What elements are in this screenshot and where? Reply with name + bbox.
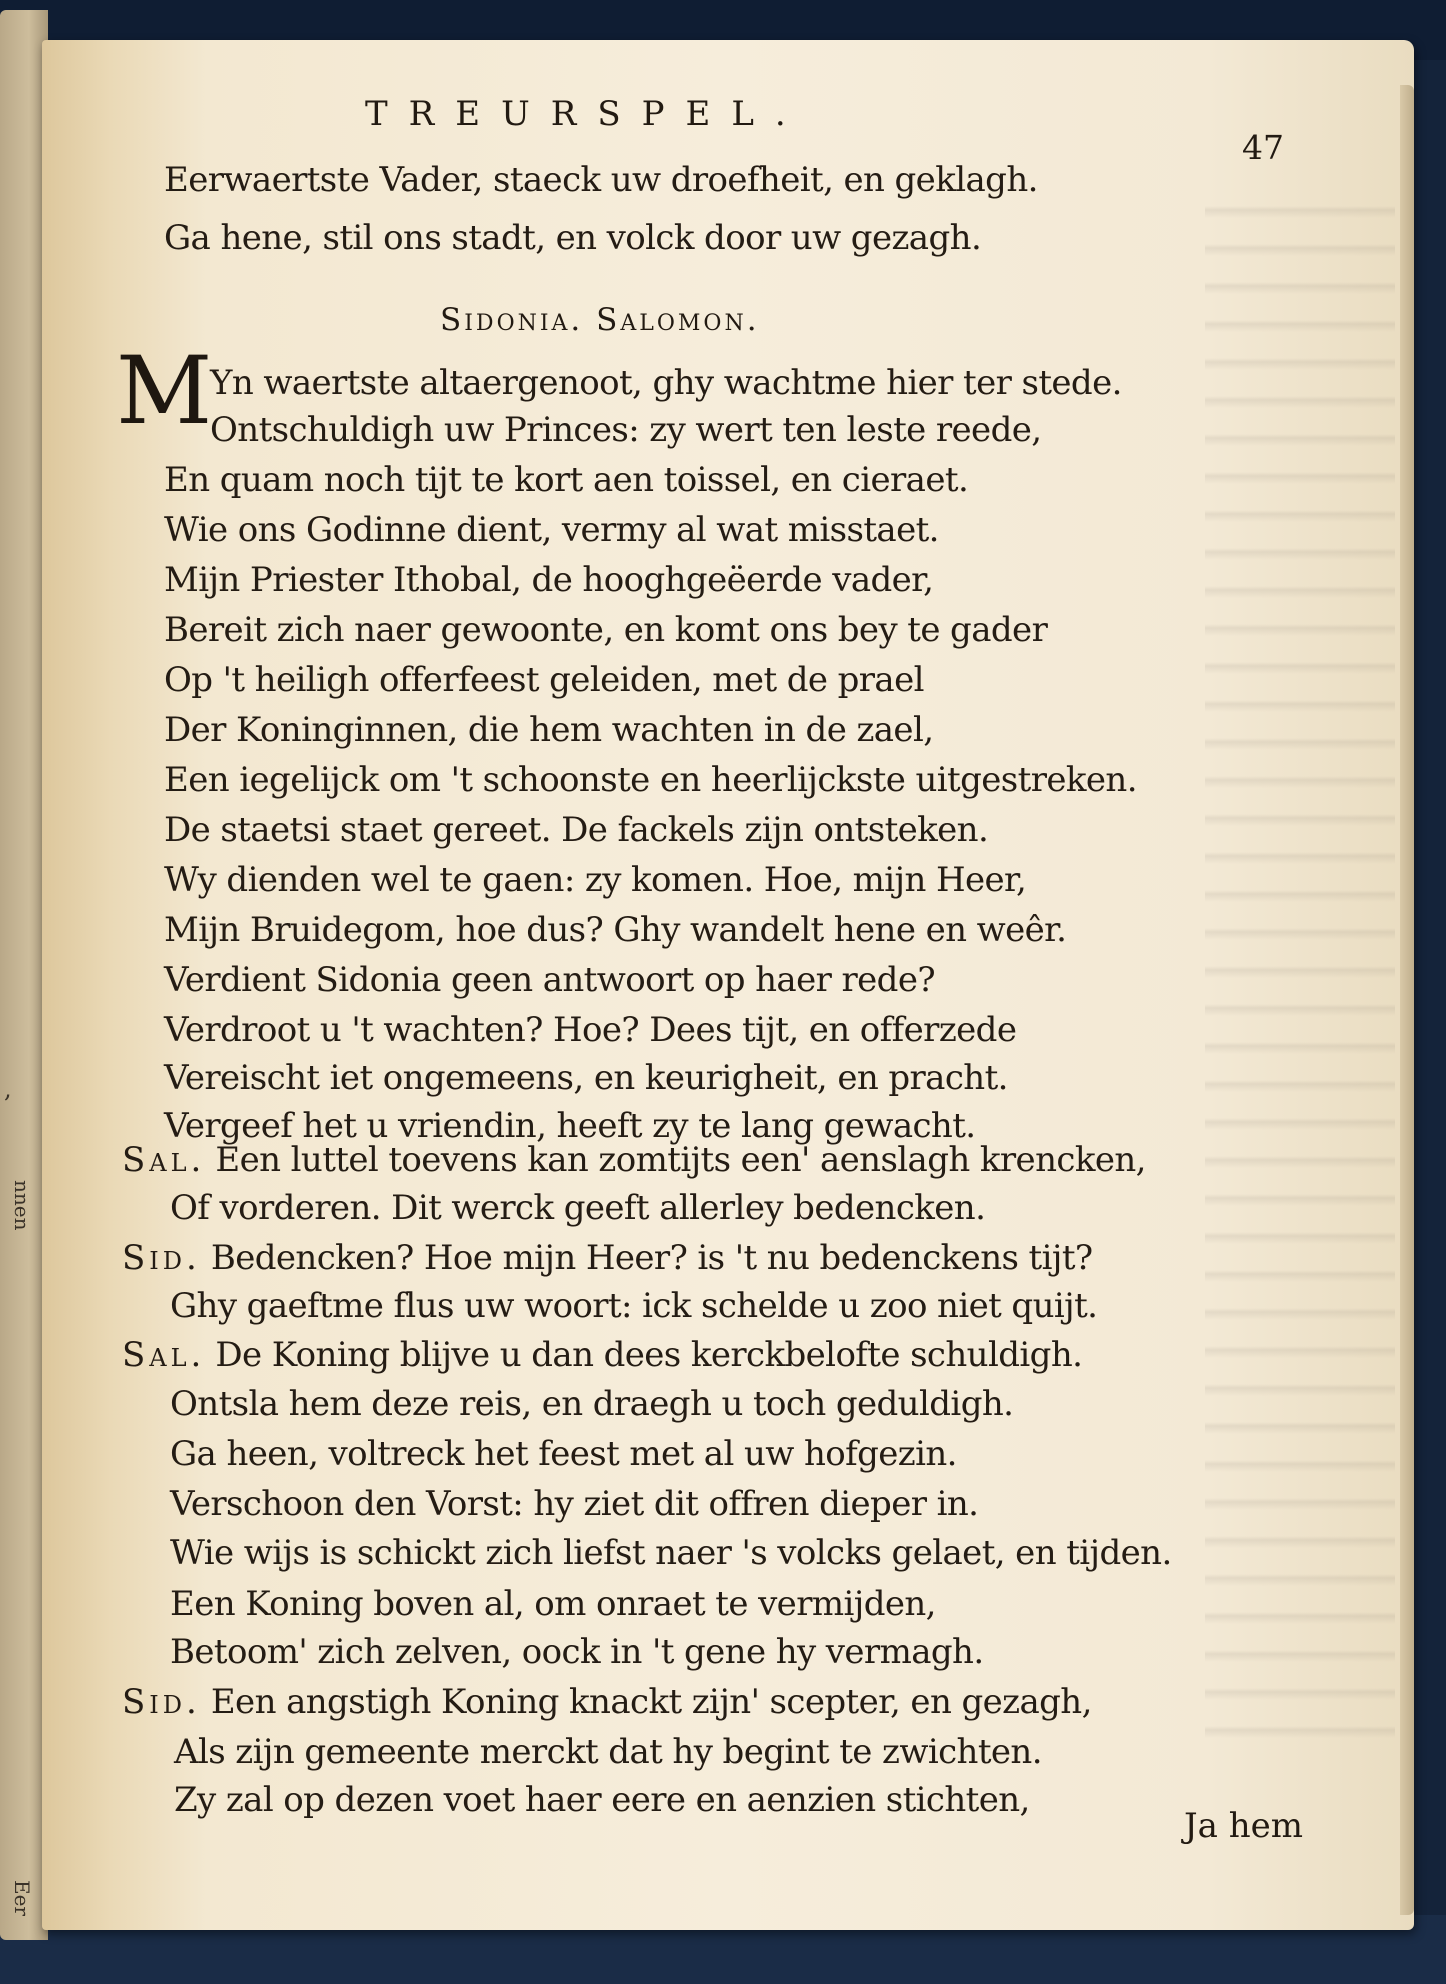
dialogue-line bbox=[170, 1533, 1172, 1573]
text-line: Op 't heiligh offerfeest geleiden, met de prael bbox=[164, 660, 924, 700]
text-line: Vergeef het u vriendin, heeft zy te lang gewacht. bbox=[164, 1106, 976, 1146]
scene-heading: Sidonia. Salomon. bbox=[440, 302, 760, 338]
dialogue-text: Zy zal op dezen voet haer eere en aenzien stichten, bbox=[174, 1780, 1030, 1820]
text-line: Verdroot u 't wachten? Hoe? Dees tijt, en offerzede bbox=[164, 1010, 1017, 1050]
dialogue-line bbox=[170, 1584, 936, 1624]
dialogue-text: Verschoon den Vorst: hy ziet dit offren dieper in. bbox=[170, 1484, 979, 1524]
speaker-label: Sal. bbox=[122, 1335, 206, 1375]
dialogue-text: Bedencken? Hoe mijn Heer? is 't nu bedenckens tijt? bbox=[210, 1238, 1093, 1278]
running-head: TREURSPEL. bbox=[365, 94, 807, 134]
dialogue-line bbox=[170, 1434, 957, 1474]
prev-page-fragment: , bbox=[4, 1075, 12, 1103]
dialogue-text: Als zijn gemeente merckt dat hy begint te zwichten. bbox=[174, 1732, 1042, 1772]
dialogue-line bbox=[170, 1286, 1097, 1326]
dialogue-text: Ghy gaeftme flus uw woort: ick schelde u zoo niet quijt. bbox=[170, 1286, 1098, 1326]
dialogue-line bbox=[174, 1732, 1042, 1772]
dialogue-text: Een luttel toevens kan zomtijts een' aenslagh krencken, bbox=[215, 1140, 1146, 1180]
text-line: Ontschuldigh uw Princes: zy wert ten leste reede, bbox=[210, 410, 1042, 450]
dialogue-line bbox=[174, 1780, 1030, 1820]
speaker-label: Sal. bbox=[122, 1140, 206, 1180]
dialogue-line bbox=[170, 1188, 985, 1228]
text-line: Mijn Bruidegom, hoe dus? Ghy wandelt hene en weêr. bbox=[164, 910, 1067, 950]
text-line: De staetsi staet gereet. De fackels zijn ontsteken. bbox=[164, 810, 989, 850]
text-line: Yn waertste altaergenoot, ghy wachtme hier ter stede. bbox=[210, 363, 1122, 403]
dialogue-text: Wie wijs is schickt zich liefst naer 's volcks gelaet, en tijden. bbox=[170, 1533, 1172, 1573]
page-number: 47 bbox=[1242, 128, 1284, 167]
drop-cap: M bbox=[116, 337, 213, 446]
dialogue-text: Een angstigh Koning knackt zijn' scepter, en gezagh, bbox=[210, 1682, 1092, 1722]
text-line: Eerwaertste Vader, staeck uw droefheit, en geklagh. bbox=[164, 160, 1038, 200]
speaker-label: Sid. bbox=[122, 1238, 201, 1278]
dialogue-line bbox=[122, 1140, 1146, 1180]
catchword: Ja hem bbox=[1184, 1806, 1303, 1846]
dialogue-line bbox=[170, 1484, 978, 1524]
dialogue-text: Ontsla hem deze reis, en draegh u toch geduldigh. bbox=[170, 1384, 1014, 1424]
prev-page-fragment: nnen bbox=[10, 1180, 34, 1231]
text-line: Wie ons Godinne dient, vermy al wat misstaet. bbox=[164, 510, 939, 550]
dialogue-line bbox=[170, 1384, 1013, 1424]
dialogue-line bbox=[122, 1682, 1092, 1722]
text-line: Ga hene, stil ons stadt, en volck door uw gezagh. bbox=[164, 218, 982, 258]
text-line: Een iegelijck om 't schoonste en heerlijckste uitgestreken. bbox=[164, 760, 1137, 800]
dialogue-text: Of vorderen. Dit werck geeft allerley bedencken. bbox=[170, 1188, 986, 1228]
text-line: Bereit zich naer gewoonte, en komt ons bey te gader bbox=[164, 610, 1048, 650]
dialogue-line bbox=[122, 1335, 1082, 1375]
dialogue-text: Een Koning boven al, om onraet te vermijden, bbox=[170, 1584, 936, 1624]
text-line: Wy dienden wel te gaen: zy komen. Hoe, mijn Heer, bbox=[164, 860, 1027, 900]
speaker-label: Sid. bbox=[122, 1682, 201, 1722]
text-line: Der Koninginnen, die hem wachten in de zael, bbox=[164, 710, 934, 750]
text-line: Mijn Priester Ithobal, de hooghgeëerde vader, bbox=[164, 560, 934, 600]
dialogue-text: Betoom' zich zelven, oock in 't gene hy vermagh. bbox=[170, 1632, 984, 1672]
text-line: Verdient Sidonia geen antwoort op haer rede? bbox=[164, 960, 935, 1000]
text-line: En quam noch tijt te kort aen toissel, en cieraet. bbox=[164, 460, 969, 500]
dialogue-line bbox=[122, 1238, 1093, 1278]
dialogue-text: Ga heen, voltreck het feest met al uw hofgezin. bbox=[170, 1434, 957, 1474]
prev-page-fragment: Eer bbox=[10, 1880, 34, 1916]
dialogue-text: De Koning blijve u dan dees kerckbelofte schuldigh. bbox=[215, 1335, 1083, 1375]
text-line: Vereischt iet ongemeens, en keurigheit, en pracht. bbox=[164, 1058, 1008, 1098]
dialogue-line bbox=[170, 1632, 984, 1672]
